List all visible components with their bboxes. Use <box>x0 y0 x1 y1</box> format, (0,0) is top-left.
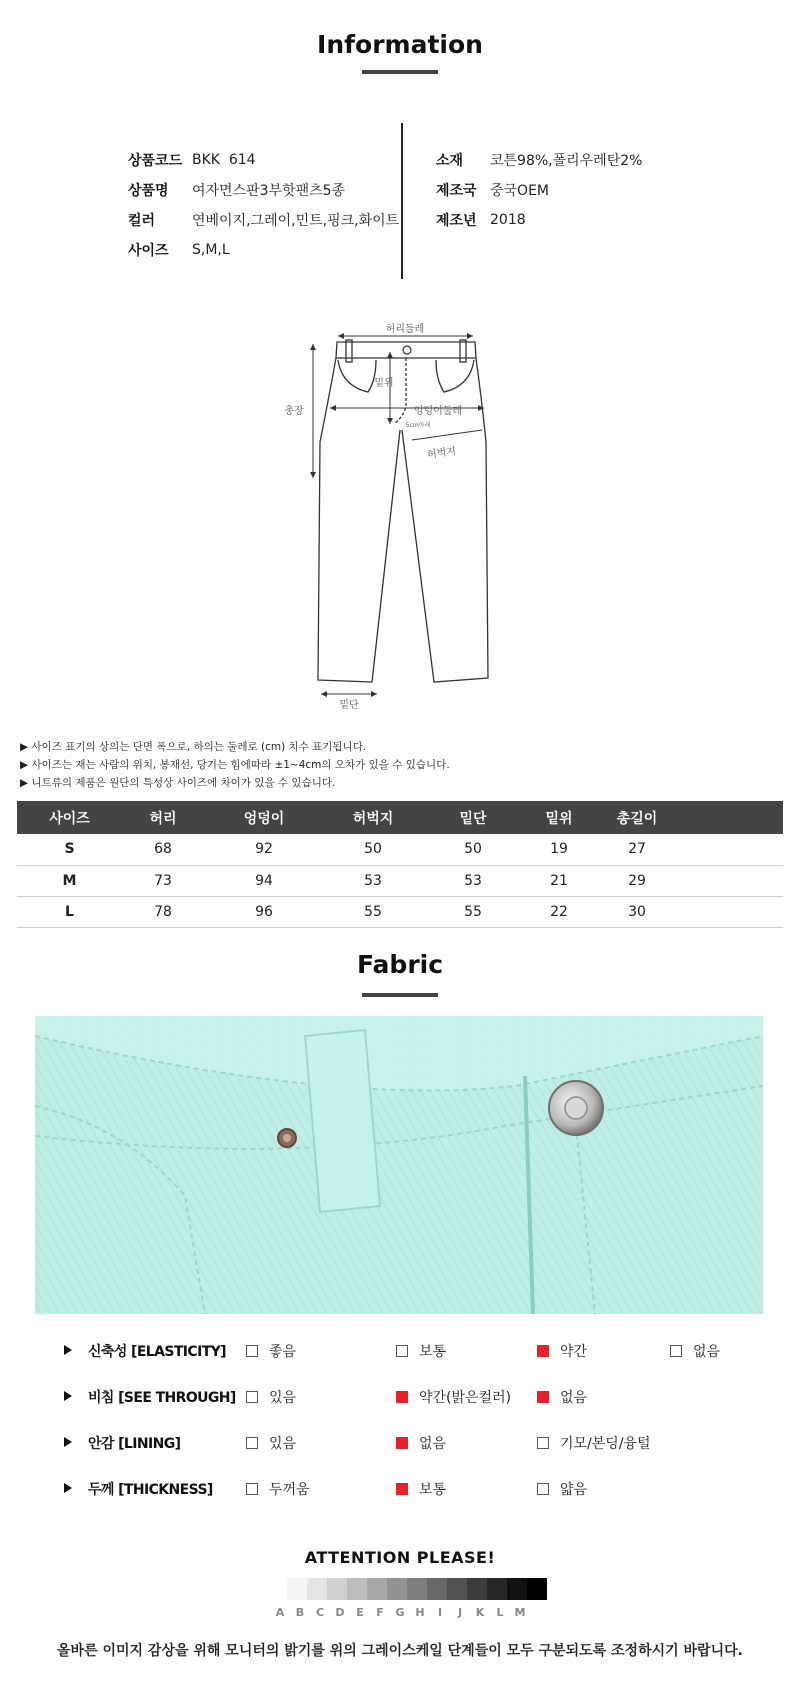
grayscale-letter: L <box>496 1606 504 1619</box>
attribute-row-lining <box>0 1430 800 1454</box>
info-value: 중국OEM <box>490 183 549 199</box>
attribute-option <box>396 1433 446 1453</box>
grayscale-letter: K <box>475 1606 485 1619</box>
fabric-underline <box>362 993 438 997</box>
checkbox-icon <box>246 1391 258 1403</box>
table-cell: 92 <box>204 834 324 865</box>
table-cell: M <box>17 865 122 896</box>
label-waist: 허리둘레 <box>385 324 425 335</box>
info-label: 컬러 <box>128 213 156 229</box>
grayscale-letter: A <box>275 1606 285 1619</box>
bullet-arrow-icon <box>64 1345 72 1355</box>
grayscale-swatch <box>407 1578 427 1600</box>
table-cell: 73 <box>122 865 204 896</box>
attribute-option <box>246 1387 296 1407</box>
attribute-option <box>670 1341 720 1361</box>
info-row <box>128 145 399 175</box>
table-cell: 50 <box>422 834 524 865</box>
label-thigh: 허벅지 <box>426 446 457 461</box>
grayscale-swatch <box>307 1578 327 1600</box>
size-table <box>17 801 783 928</box>
grayscale-swatch <box>327 1578 347 1600</box>
attribute-label: 두께 [THICKNESS] <box>88 1482 213 1498</box>
info-value: 2018 <box>490 212 526 228</box>
fabric-closeup-image <box>35 1016 763 1314</box>
grayscale-letter: G <box>395 1606 405 1619</box>
table-header-cell: 엉덩이 <box>204 801 324 834</box>
info-value: 여자면스판3부핫팬츠5종 <box>192 183 346 199</box>
note-line: ▶ 사이즈 표기의 상의는 단면 폭으로, 하의는 둘레로 (cm) 치수 표기됩니다. <box>20 741 367 753</box>
information-underline <box>362 70 438 74</box>
grayscale-letters <box>270 1606 530 1619</box>
table-cell: 68 <box>122 834 204 865</box>
grayscale-letter: J <box>457 1606 463 1619</box>
grayscale-swatch <box>527 1578 547 1600</box>
table-cell: 19 <box>524 834 594 865</box>
table-row <box>17 834 783 865</box>
option-label: 있음 <box>269 1436 297 1452</box>
table-row <box>17 896 783 927</box>
label-hem: 밑단 <box>339 700 359 711</box>
table-cell: 21 <box>524 865 594 896</box>
size-notes <box>20 738 450 792</box>
attribute-option <box>396 1479 446 1499</box>
grayscale-bar <box>287 1578 547 1600</box>
info-row <box>436 145 642 175</box>
info-value: BKK 614 <box>192 152 256 168</box>
monitor-brightness-note: 올바른 이미지 감상을 위해 모니터의 밝기를 위의 그레이스케일 단계들이 모두 구분되도록 조정하시기 바랍니다. <box>57 1643 743 1659</box>
option-label: 기모/본딩/융털 <box>560 1436 651 1452</box>
grayscale-letter: C <box>315 1606 325 1619</box>
table-header-cell: 허리 <box>122 801 204 834</box>
label-rise: 밑위 <box>374 378 394 389</box>
info-right-column <box>436 145 642 235</box>
table-header-cell: 총길이 <box>594 801 680 834</box>
checkbox-icon <box>537 1483 549 1495</box>
grayscale-swatch <box>427 1578 447 1600</box>
option-label: 약간 <box>560 1344 588 1360</box>
label-total-length: 총장 <box>284 406 304 417</box>
info-label: 제조국 <box>436 183 477 199</box>
note-line: ▶ 니트류의 제품은 원단의 특성상 사이즈에 차이가 있을 수 있습니다. <box>20 777 336 789</box>
pants-measurement-diagram <box>280 312 520 712</box>
checkbox-checked-icon <box>396 1483 408 1495</box>
table-cell: 94 <box>204 865 324 896</box>
table-cell: 53 <box>422 865 524 896</box>
attribute-option <box>537 1479 587 1499</box>
attribute-label: 안감 [LINING] <box>88 1436 181 1452</box>
checkbox-checked-icon <box>396 1437 408 1449</box>
attention-title: ATTENTION PLEASE! <box>304 1548 496 1567</box>
table-cell: 55 <box>324 896 422 927</box>
option-label: 보통 <box>419 1482 447 1498</box>
information-title: Information <box>317 30 483 59</box>
info-divider <box>401 123 403 279</box>
table-header-cell: 사이즈 <box>17 801 122 834</box>
info-label: 상품명 <box>128 183 169 199</box>
info-value: S,M,L <box>192 242 230 258</box>
info-row <box>436 175 642 205</box>
grayscale-letter: H <box>415 1606 425 1619</box>
info-row <box>128 235 399 265</box>
grayscale-letter: D <box>335 1606 345 1619</box>
checkbox-checked-icon <box>537 1391 549 1403</box>
info-label: 소재 <box>436 153 464 169</box>
table-spacer <box>680 896 783 927</box>
option-label: 없음 <box>693 1344 721 1360</box>
checkbox-icon <box>246 1483 258 1495</box>
info-label: 상품코드 <box>128 153 183 169</box>
grayscale-letter: F <box>376 1606 384 1619</box>
option-label: 두꺼움 <box>269 1482 310 1498</box>
table-cell: 22 <box>524 896 594 927</box>
info-row <box>128 175 399 205</box>
option-label: 보통 <box>419 1344 447 1360</box>
table-spacer <box>680 865 783 896</box>
table-row <box>17 865 783 896</box>
grayscale-swatch <box>287 1578 307 1600</box>
table-cell: 55 <box>422 896 524 927</box>
table-cell: S <box>17 834 122 865</box>
attribute-option <box>396 1387 511 1407</box>
grayscale-swatch <box>507 1578 527 1600</box>
info-left-column <box>128 145 399 265</box>
grayscale-letter: I <box>437 1606 443 1619</box>
option-label: 얇음 <box>560 1482 588 1498</box>
grayscale-letter: B <box>295 1606 305 1619</box>
checkbox-checked-icon <box>396 1391 408 1403</box>
checkbox-checked-icon <box>537 1345 549 1357</box>
checkbox-icon <box>246 1437 258 1449</box>
bullet-arrow-icon <box>64 1391 72 1401</box>
attribute-option <box>396 1341 446 1361</box>
table-cell: L <box>17 896 122 927</box>
info-value: 코튼98%,폴리우레탄2% <box>490 153 643 169</box>
table-header-cell: 밑위 <box>524 801 594 834</box>
bullet-arrow-icon <box>64 1483 72 1493</box>
info-row <box>436 205 642 235</box>
info-value: 연베이지,그레이,민트,핑크,화이트 <box>192 213 400 229</box>
attribute-option <box>537 1341 587 1361</box>
table-cell: 96 <box>204 896 324 927</box>
grayscale-swatch <box>487 1578 507 1600</box>
attribute-label: 비침 [SEE THROUGH] <box>88 1390 236 1406</box>
table-header-cell: 밑단 <box>422 801 524 834</box>
attribute-option <box>246 1479 310 1499</box>
grayscale-swatch <box>387 1578 407 1600</box>
checkbox-icon <box>246 1345 258 1357</box>
info-label: 제조년 <box>436 213 477 229</box>
table-header-cell: 허벅지 <box>324 801 422 834</box>
attribute-row-see-through <box>0 1384 800 1408</box>
checkbox-icon <box>670 1345 682 1357</box>
table-cell: 53 <box>324 865 422 896</box>
checkbox-icon <box>537 1437 549 1449</box>
label-thigh-offset: 5cm아래 <box>405 422 431 429</box>
grayscale-swatch <box>347 1578 367 1600</box>
grayscale-letter: E <box>356 1606 364 1619</box>
table-cell: 78 <box>122 896 204 927</box>
attribute-option <box>537 1387 587 1407</box>
grayscale-swatch <box>447 1578 467 1600</box>
info-label: 사이즈 <box>128 243 169 259</box>
info-row <box>128 205 399 235</box>
option-label: 없음 <box>419 1436 447 1452</box>
grayscale-swatch <box>367 1578 387 1600</box>
attribute-label: 신축성 [ELASTICITY] <box>88 1344 226 1360</box>
note-line: ▶ 사이즈는 재는 사람의 위치, 봉재선, 당기는 힘에따라 ±1~4cm의 오차가 있을 수 있습니다. <box>20 759 450 771</box>
table-spacer <box>680 834 783 865</box>
table-header-spacer <box>680 801 783 834</box>
table-cell: 29 <box>594 865 680 896</box>
attribute-option <box>246 1341 296 1361</box>
grayscale-swatch <box>467 1578 487 1600</box>
attribute-row-elasticity <box>0 1338 800 1362</box>
attribute-option <box>537 1433 651 1453</box>
bullet-arrow-icon <box>64 1437 72 1447</box>
table-cell: 30 <box>594 896 680 927</box>
checkbox-icon <box>396 1345 408 1357</box>
option-label: 약간(밝은컬러) <box>419 1390 512 1406</box>
grayscale-letter: M <box>514 1606 526 1619</box>
table-cell: 27 <box>594 834 680 865</box>
option-label: 없음 <box>560 1390 588 1406</box>
table-cell: 50 <box>324 834 422 865</box>
fabric-title: Fabric <box>356 950 444 979</box>
option-label: 있음 <box>269 1390 297 1406</box>
attribute-row-thickness <box>0 1476 800 1500</box>
label-hip: 엉덩이둘레 <box>413 406 463 417</box>
size-table-header <box>17 801 783 834</box>
attribute-option <box>246 1433 296 1453</box>
option-label: 좋음 <box>269 1344 297 1360</box>
